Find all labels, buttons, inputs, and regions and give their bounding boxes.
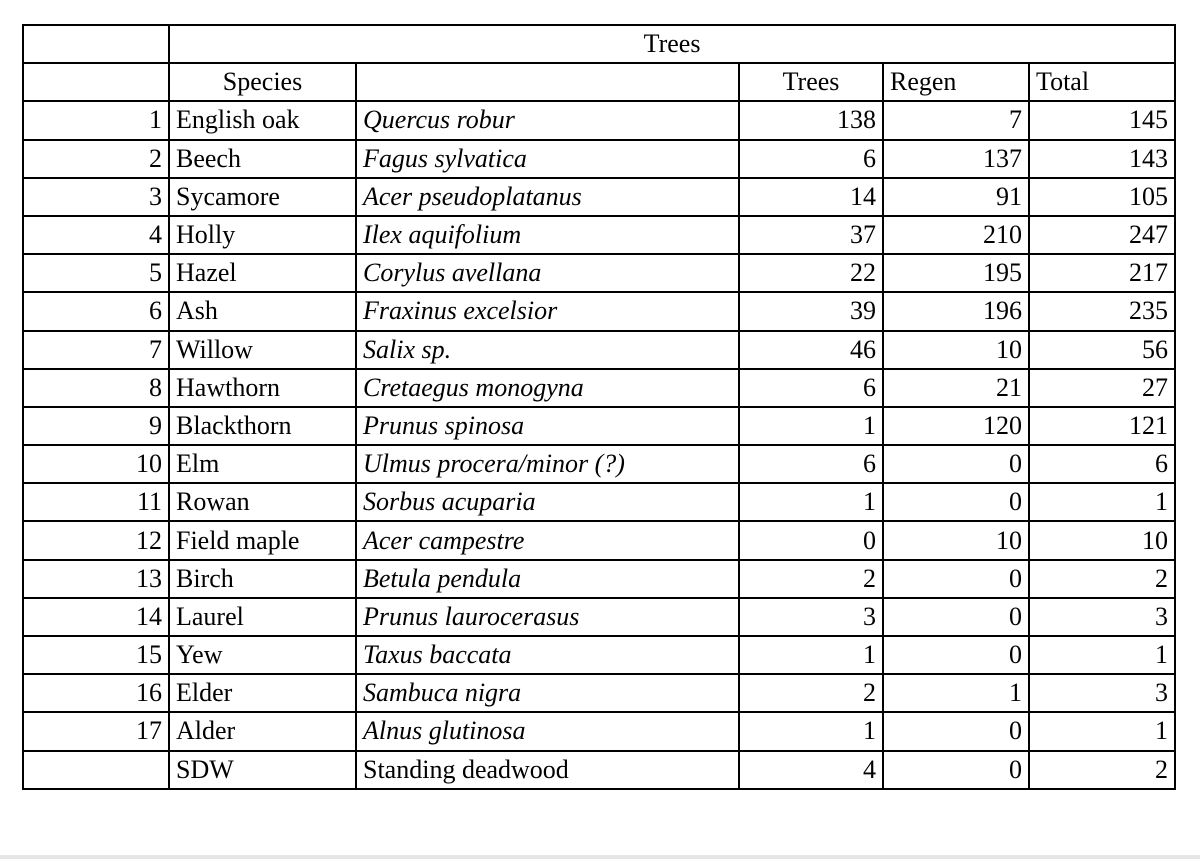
cell-latin-name: Prunus spinosa — [356, 407, 739, 445]
cell-index: 9 — [23, 407, 169, 445]
table-row — [23, 674, 1175, 712]
cell-species: Elm — [169, 445, 356, 483]
cell-total: 3 — [1029, 674, 1175, 712]
table-row — [23, 101, 1175, 139]
cell-trees: 1 — [739, 636, 883, 674]
cell-total: 3 — [1029, 598, 1175, 636]
footer-species: SDW — [169, 751, 356, 789]
footer-total: 2 — [1029, 751, 1175, 789]
cell-total: 27 — [1029, 369, 1175, 407]
cell-latin-name: Ulmus procera/minor (?) — [356, 445, 739, 483]
table-row — [23, 254, 1175, 292]
cell-trees: 1 — [739, 407, 883, 445]
cell-trees: 14 — [739, 178, 883, 216]
cell-index: 8 — [23, 369, 169, 407]
table-row — [23, 560, 1175, 598]
cell-trees: 0 — [739, 521, 883, 559]
cell-total: 1 — [1029, 636, 1175, 674]
cell-regen: 10 — [883, 521, 1029, 559]
cell-index: 5 — [23, 254, 169, 292]
cell-trees: 6 — [739, 140, 883, 178]
cell-species: English oak — [169, 101, 356, 139]
cell-total: 1 — [1029, 712, 1175, 750]
cell-species: Alder — [169, 712, 356, 750]
cell-latin-name: Prunus laurocerasus — [356, 598, 739, 636]
cell-trees: 6 — [739, 445, 883, 483]
cell-trees: 3 — [739, 598, 883, 636]
tree-species-table — [22, 24, 1176, 790]
cell-total: 56 — [1029, 331, 1175, 369]
cell-index: 2 — [23, 140, 169, 178]
cell-index: 14 — [23, 598, 169, 636]
cell-species: Elder — [169, 674, 356, 712]
cell-trees: 138 — [739, 101, 883, 139]
header-latin — [356, 63, 739, 101]
cell-trees: 46 — [739, 331, 883, 369]
cell-total: 247 — [1029, 216, 1175, 254]
cell-trees: 1 — [739, 483, 883, 521]
cell-index: 13 — [23, 560, 169, 598]
footer-trees: 4 — [739, 751, 883, 789]
cell-trees: 6 — [739, 369, 883, 407]
table-row — [23, 140, 1175, 178]
cell-latin-name: Quercus robur — [356, 101, 739, 139]
cell-regen: 1 — [883, 674, 1029, 712]
cell-index: 17 — [23, 712, 169, 750]
cell-index: 4 — [23, 216, 169, 254]
cell-trees: 22 — [739, 254, 883, 292]
table-row — [23, 331, 1175, 369]
cell-latin-name: Fagus sylvatica — [356, 140, 739, 178]
footer-index — [23, 751, 169, 789]
cell-regen: 0 — [883, 445, 1029, 483]
cell-index: 16 — [23, 674, 169, 712]
footer-row — [23, 751, 1175, 789]
cell-total: 121 — [1029, 407, 1175, 445]
cell-index: 1 — [23, 101, 169, 139]
cell-latin-name: Acer pseudoplatanus — [356, 178, 739, 216]
cell-latin-name: Taxus baccata — [356, 636, 739, 674]
cell-species: Field maple — [169, 521, 356, 559]
cell-species: Blackthorn — [169, 407, 356, 445]
cell-total: 145 — [1029, 101, 1175, 139]
cell-species: Hazel — [169, 254, 356, 292]
cell-regen: 91 — [883, 178, 1029, 216]
footer-regen: 0 — [883, 751, 1029, 789]
table-row — [23, 178, 1175, 216]
cell-species: Ash — [169, 292, 356, 330]
cell-regen: 195 — [883, 254, 1029, 292]
table-row — [23, 521, 1175, 559]
cell-trees: 2 — [739, 674, 883, 712]
cell-latin-name: Corylus avellana — [356, 254, 739, 292]
table-body — [23, 25, 1175, 789]
cell-total: 2 — [1029, 560, 1175, 598]
bottom-edge-strip — [0, 855, 1200, 859]
table-row — [23, 407, 1175, 445]
cell-species: Laurel — [169, 598, 356, 636]
cell-trees: 37 — [739, 216, 883, 254]
cell-total: 6 — [1029, 445, 1175, 483]
cell-index: 6 — [23, 292, 169, 330]
cell-latin-name: Sorbus acuparia — [356, 483, 739, 521]
cell-latin-name: Acer campestre — [356, 521, 739, 559]
cell-trees: 39 — [739, 292, 883, 330]
cell-species: Sycamore — [169, 178, 356, 216]
cell-regen: 21 — [883, 369, 1029, 407]
cell-species: Birch — [169, 560, 356, 598]
cell-latin-name: Salix sp. — [356, 331, 739, 369]
cell-latin-name: Alnus glutinosa — [356, 712, 739, 750]
title-blank-cell — [23, 25, 169, 63]
cell-index: 11 — [23, 483, 169, 521]
cell-total: 10 — [1029, 521, 1175, 559]
footer-description: Standing deadwood — [356, 751, 739, 789]
cell-species: Holly — [169, 216, 356, 254]
table-row — [23, 445, 1175, 483]
title-row — [23, 25, 1175, 63]
cell-regen: 210 — [883, 216, 1029, 254]
cell-regen: 10 — [883, 331, 1029, 369]
cell-total: 217 — [1029, 254, 1175, 292]
cell-species: Beech — [169, 140, 356, 178]
table-row — [23, 483, 1175, 521]
cell-latin-name: Sambuca nigra — [356, 674, 739, 712]
table-row — [23, 216, 1175, 254]
table-row — [23, 369, 1175, 407]
cell-regen: 0 — [883, 483, 1029, 521]
cell-species: Hawthorn — [169, 369, 356, 407]
cell-index: 15 — [23, 636, 169, 674]
cell-regen: 0 — [883, 598, 1029, 636]
table-row — [23, 598, 1175, 636]
table-row — [23, 292, 1175, 330]
cell-regen: 196 — [883, 292, 1029, 330]
cell-total: 105 — [1029, 178, 1175, 216]
header-index — [23, 63, 169, 101]
cell-latin-name: Cretaegus monogyna — [356, 369, 739, 407]
cell-regen: 137 — [883, 140, 1029, 178]
cell-index: 12 — [23, 521, 169, 559]
cell-regen: 7 — [883, 101, 1029, 139]
cell-regen: 0 — [883, 560, 1029, 598]
cell-trees: 2 — [739, 560, 883, 598]
cell-regen: 0 — [883, 636, 1029, 674]
cell-regen: 120 — [883, 407, 1029, 445]
cell-latin-name: Betula pendula — [356, 560, 739, 598]
cell-total: 143 — [1029, 140, 1175, 178]
header-trees: Trees — [739, 63, 883, 101]
cell-index: 10 — [23, 445, 169, 483]
table-title: Trees — [169, 25, 1175, 63]
header-row — [23, 63, 1175, 101]
cell-index: 3 — [23, 178, 169, 216]
cell-index: 7 — [23, 331, 169, 369]
header-regen: Regen — [883, 63, 1029, 101]
cell-trees: 1 — [739, 712, 883, 750]
cell-total: 1 — [1029, 483, 1175, 521]
cell-species: Rowan — [169, 483, 356, 521]
header-species: Species — [169, 63, 356, 101]
cell-latin-name: Fraxinus excelsior — [356, 292, 739, 330]
table-row — [23, 636, 1175, 674]
cell-regen: 0 — [883, 712, 1029, 750]
cell-species: Yew — [169, 636, 356, 674]
table-row — [23, 712, 1175, 750]
cell-total: 235 — [1029, 292, 1175, 330]
header-total: Total — [1029, 63, 1175, 101]
cell-species: Willow — [169, 331, 356, 369]
cell-latin-name: Ilex aquifolium — [356, 216, 739, 254]
